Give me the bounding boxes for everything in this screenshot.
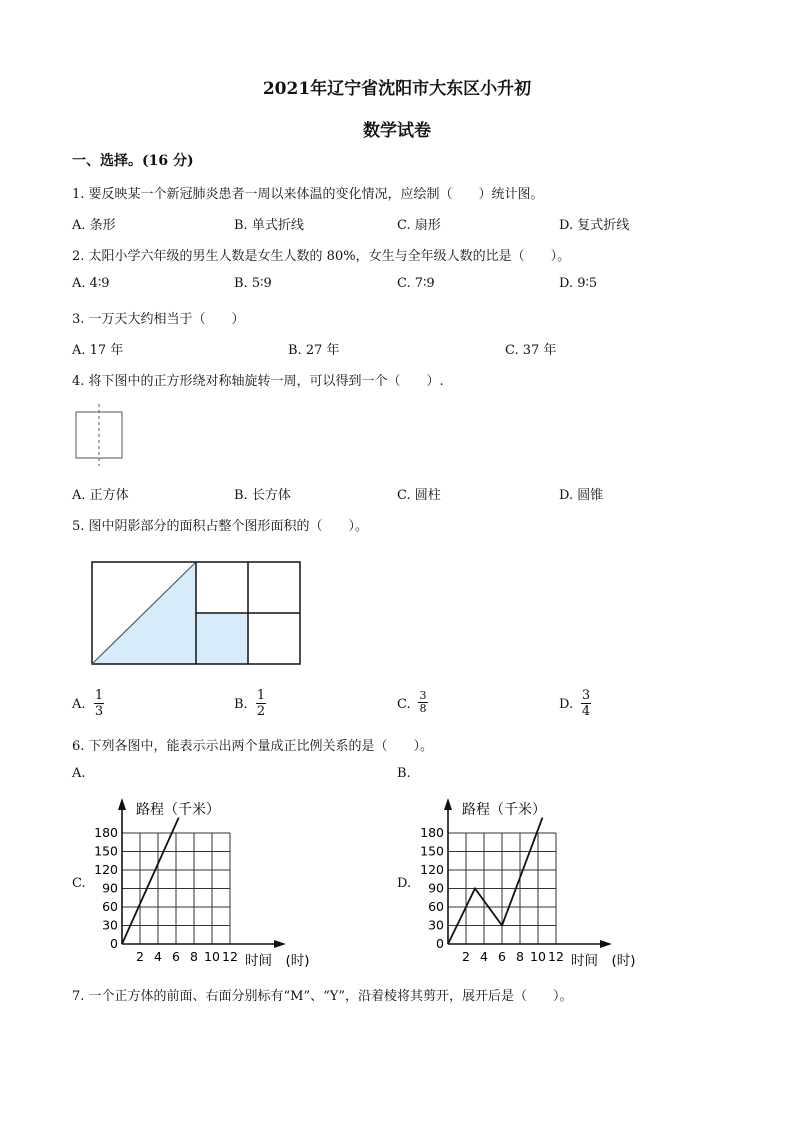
question-7: 7. 一个正方体的前面、右面分别标有“M”、“Y”，沿着棱将其剪开，展开后是（ ）。 xyxy=(72,989,573,1004)
q5-option-d-fraction xyxy=(581,688,591,719)
q4-option-c[interactable]: C. 圆柱 xyxy=(397,488,441,503)
x-tick-label: 12 xyxy=(222,949,238,964)
y-axis-title: 路程（千米） xyxy=(462,802,546,818)
q4-option-b[interactable]: B. 长方体 xyxy=(234,488,291,503)
y-tick-label: 60 xyxy=(428,899,444,914)
shaded-square xyxy=(196,613,248,664)
title-line2: 数学试卷 xyxy=(363,121,431,141)
denominator: 4 xyxy=(581,704,591,719)
numerator: 3 xyxy=(419,689,427,702)
q6-option-c[interactable]: C. xyxy=(72,876,86,891)
y-tick-label: 150 xyxy=(94,843,118,859)
y-tick-label: 60 xyxy=(102,899,118,914)
question-5: 5. 图中阴影部分的面积占整个图形面积的（ ）。 xyxy=(72,519,369,534)
q5-option-b-fraction xyxy=(256,688,266,719)
question-2: 2. 太阳小学六年级的男生人数是女生人数的 80%，女生与全年级人数的比是（ ）。 xyxy=(72,249,571,264)
section-heading: 一、选择。(16 分) xyxy=(72,153,194,169)
q5-option-c-letter[interactable]: C. xyxy=(397,697,411,712)
x-tick-label: 10 xyxy=(530,949,546,964)
denominator: 8 xyxy=(419,702,427,715)
question-3: 3. 一万天大约相当于（ ） xyxy=(72,312,245,327)
q1-option-a[interactable]: A. 条形 xyxy=(72,218,116,233)
q6-option-a[interactable]: A. xyxy=(72,766,86,781)
title-line1: 2021年辽宁省沈阳市大东区小升初 xyxy=(262,79,532,99)
x-axis-title: 时间 (时) xyxy=(571,953,636,969)
y-tick-label: 180 xyxy=(94,825,118,840)
question-4: 4. 将下图中的正方形绕对称轴旋转一周，可以得到一个（ ）. xyxy=(72,374,444,389)
q2-option-d[interactable]: D. 9∶5 xyxy=(559,276,598,291)
x-axis-title: 时间 (时) xyxy=(245,953,310,969)
shaded-area-figure xyxy=(90,560,304,668)
q2-option-b[interactable]: B. 5∶9 xyxy=(234,276,272,291)
y-tick-label: 0 xyxy=(110,936,118,951)
question-1: 1. 要反映某一个新冠肺炎患者一周以来体温的变化情况，应绘制（ ）统计图。 xyxy=(72,187,544,202)
graph-d[interactable] xyxy=(410,796,650,976)
x-tick-label: 8 xyxy=(516,949,524,964)
x-tick-label: 8 xyxy=(190,949,198,964)
q3-option-c[interactable]: C. 37 年 xyxy=(505,343,557,358)
x-tick-label: 2 xyxy=(462,949,470,964)
graph-c[interactable] xyxy=(84,796,324,976)
q4-option-a[interactable]: A. 正方体 xyxy=(72,488,129,503)
question-6: 6. 下列各图中，能表示示出两个量成正比例关系的是（ ）。 xyxy=(72,739,434,754)
q3-option-b[interactable]: B. 27 年 xyxy=(288,343,340,358)
x-tick-label: 4 xyxy=(154,949,162,964)
y-tick-label: 120 xyxy=(420,862,444,877)
q1-option-c[interactable]: C. 扇形 xyxy=(397,218,441,233)
x-tick-label: 6 xyxy=(498,949,506,964)
y-tick-label: 30 xyxy=(428,917,444,933)
numerator: 1 xyxy=(94,688,104,703)
q5-option-a-letter[interactable]: A. xyxy=(72,697,86,712)
y-axis-title: 路程（千米） xyxy=(136,802,220,818)
x-tick-label: 2 xyxy=(136,949,144,964)
q2-option-c[interactable]: C. 7∶9 xyxy=(397,276,435,291)
y-axis-arrow-icon xyxy=(444,798,452,810)
x-axis-arrow-icon xyxy=(274,940,286,948)
x-tick-label: 10 xyxy=(204,949,220,964)
q1-option-b[interactable]: B. 单式折线 xyxy=(234,218,304,233)
q3-option-a[interactable]: A. 17 年 xyxy=(72,343,124,358)
y-tick-label: 30 xyxy=(102,917,118,933)
y-tick-label: 150 xyxy=(420,843,444,859)
q5-option-a-fraction xyxy=(94,688,104,719)
x-tick-label: 12 xyxy=(548,949,564,964)
q5-option-c-fraction xyxy=(418,690,428,715)
q6-option-d[interactable]: D. xyxy=(397,876,412,891)
numerator: 3 xyxy=(581,688,591,703)
q6-option-b[interactable]: B. xyxy=(397,766,411,781)
denominator: 2 xyxy=(256,704,266,719)
square-with-axis-figure xyxy=(74,404,126,468)
y-tick-label: 90 xyxy=(428,880,444,896)
y-tick-label: 120 xyxy=(94,862,118,877)
q4-option-d[interactable]: D. 圆锥 xyxy=(559,488,604,503)
x-axis-arrow-icon xyxy=(600,940,612,948)
numerator: 1 xyxy=(256,688,266,703)
denominator: 3 xyxy=(94,704,104,719)
x-tick-label: 6 xyxy=(172,949,180,964)
q2-option-a[interactable]: A. 4∶9 xyxy=(72,276,110,291)
y-tick-label: 0 xyxy=(436,936,444,951)
y-tick-label: 180 xyxy=(420,825,444,840)
y-tick-label: 90 xyxy=(102,880,118,896)
q1-option-d[interactable]: D. 复式折线 xyxy=(559,218,630,233)
q5-option-b-letter[interactable]: B. xyxy=(234,697,248,712)
x-tick-label: 4 xyxy=(480,949,488,964)
q5-option-d-letter[interactable]: D. xyxy=(559,697,574,712)
y-axis-arrow-icon xyxy=(118,798,126,810)
